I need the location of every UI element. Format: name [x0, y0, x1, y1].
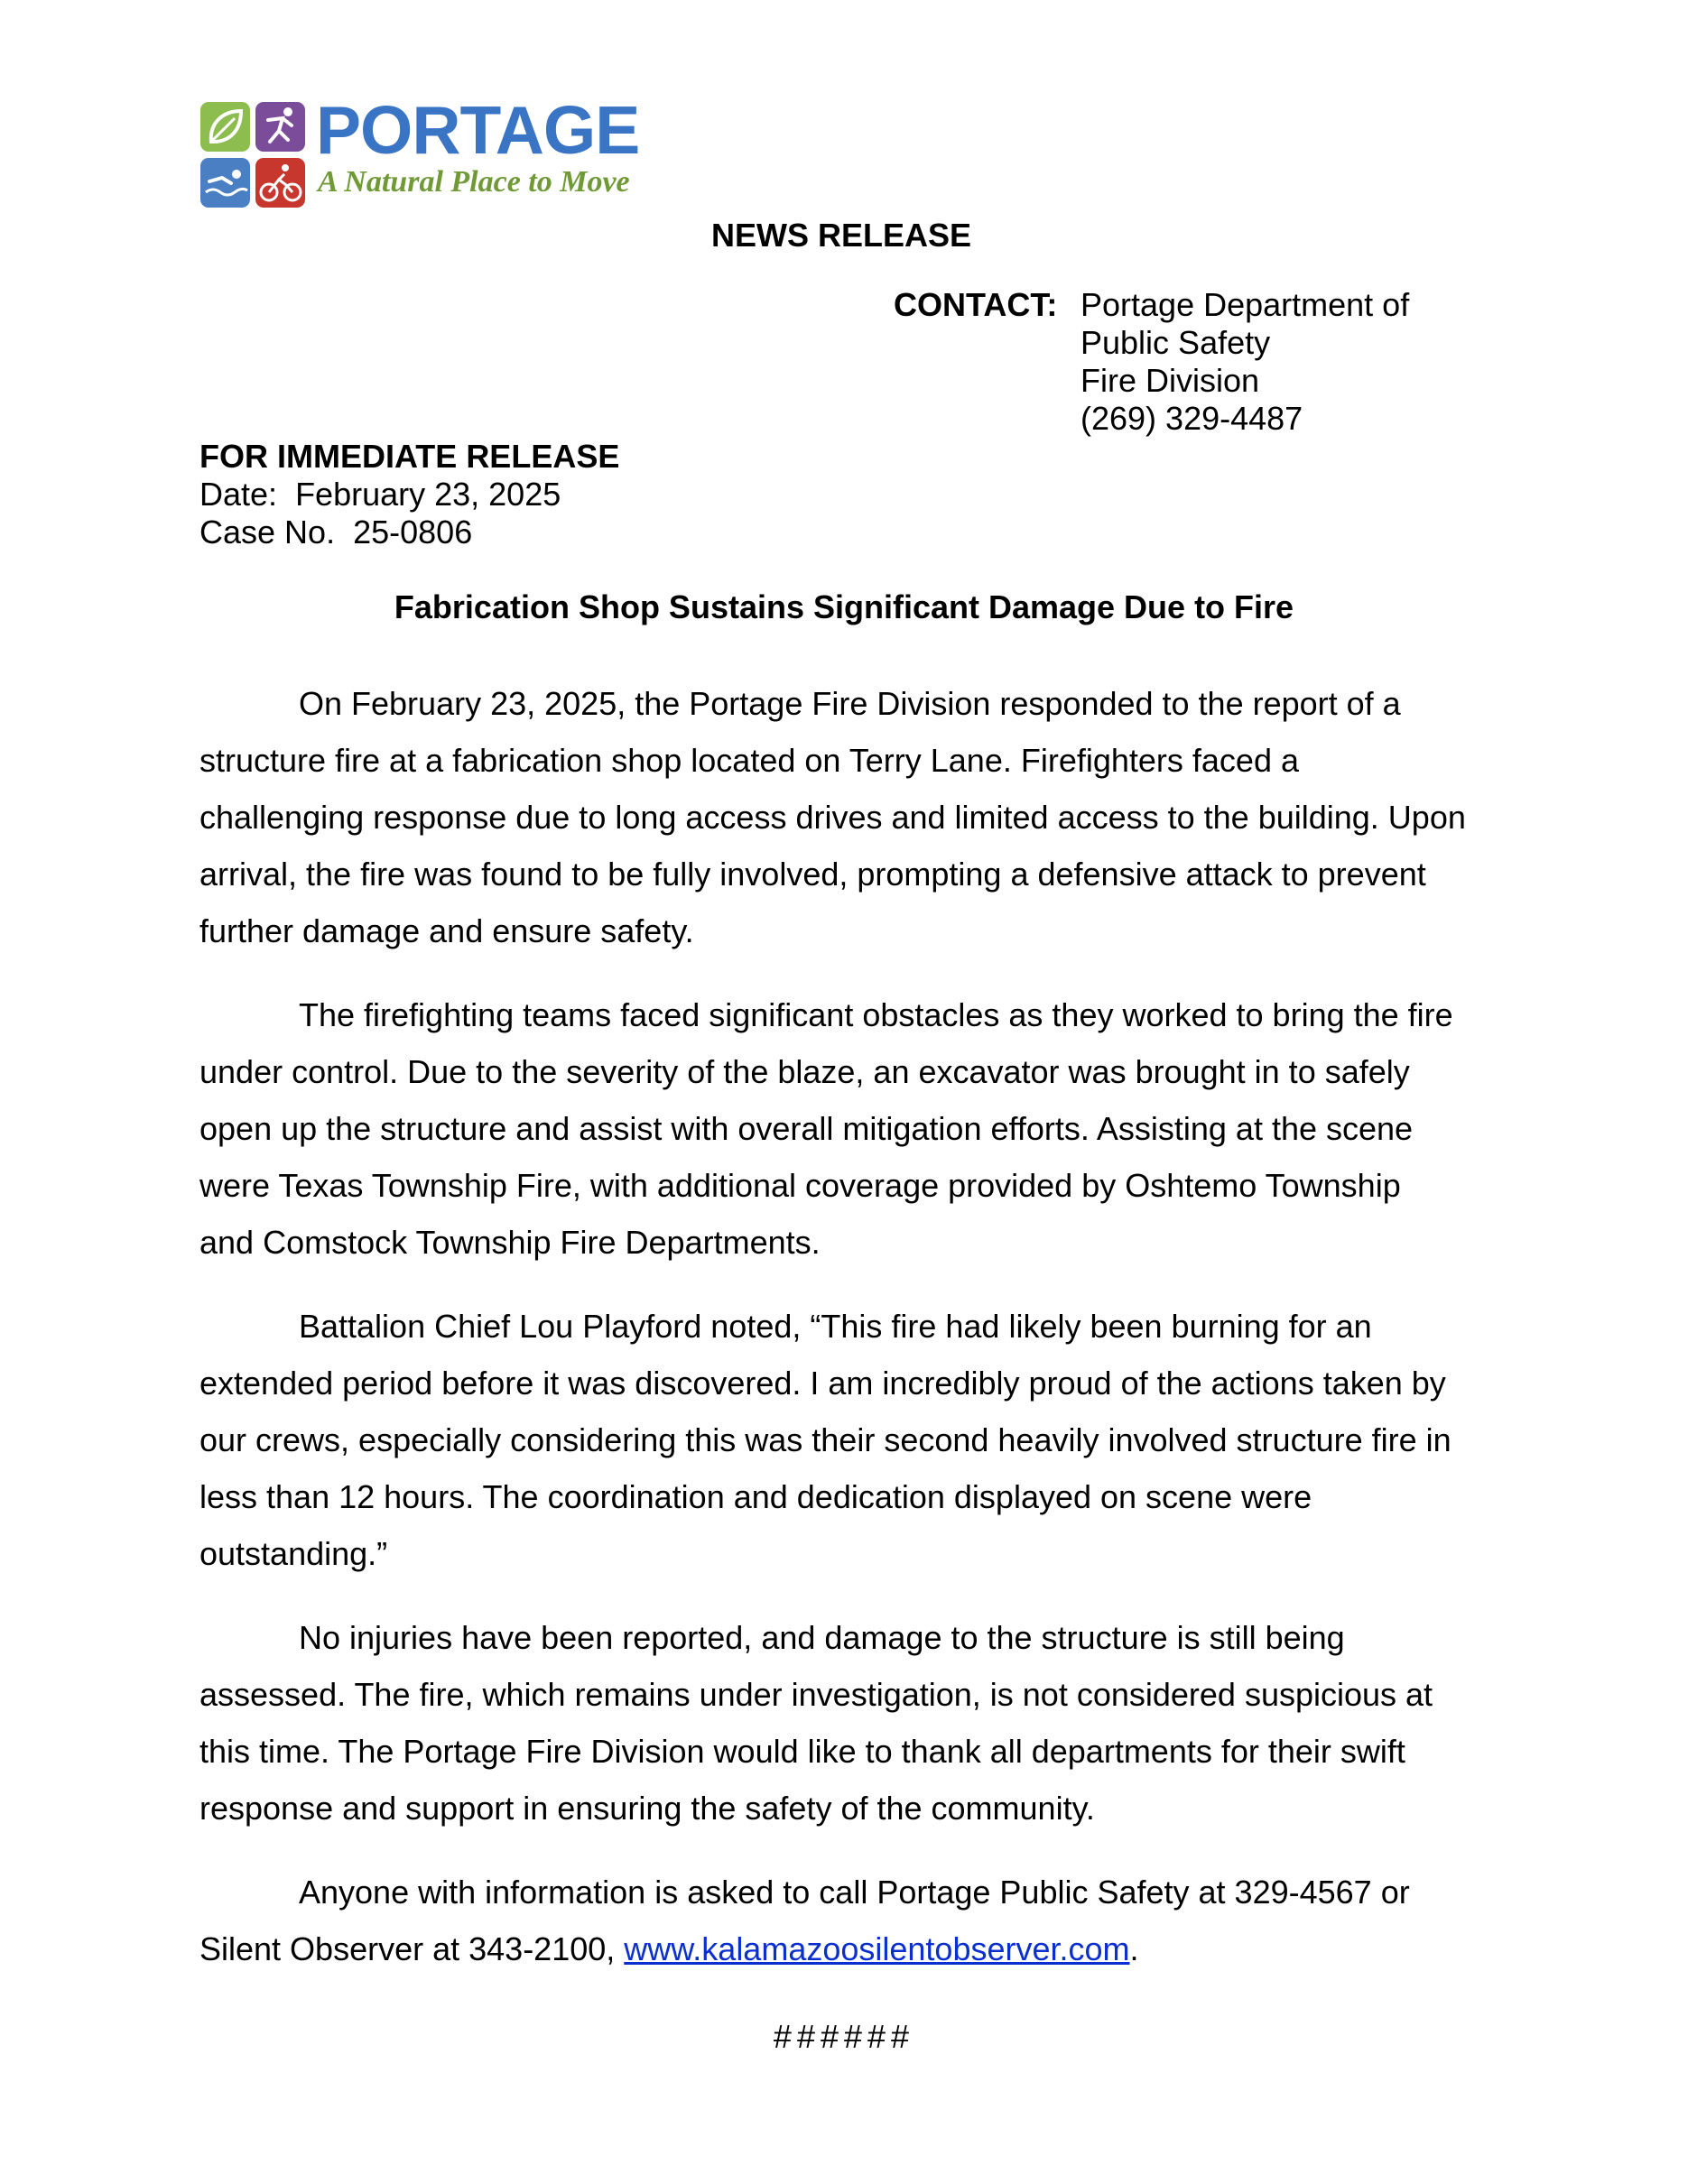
- case-value: 25-0806: [353, 514, 473, 551]
- date-label: Date:: [199, 476, 278, 513]
- paragraph-closing: [199, 1864, 1499, 1977]
- headline: Fabrication Shop Sustains Significant Damage Due to Fire: [394, 588, 1294, 625]
- body-line: Anyone with information is asked to call Portage Public Safety at 329-4567 or: [299, 1874, 1410, 1911]
- body-line: challenging response due to long access drives and limited access to the building. Upon: [199, 799, 1466, 836]
- body-line: less than 12 hours. The coordination and dedication displayed on scene were: [199, 1478, 1312, 1515]
- runner-icon: [255, 102, 305, 152]
- date-row: [199, 476, 619, 514]
- case-row: [199, 514, 619, 551]
- date-value: February 23, 2025: [295, 476, 561, 513]
- swimmer-icon: [200, 158, 250, 208]
- release-meta: [199, 438, 619, 551]
- body-line: response and support in ensuring the safety of the community.: [199, 1790, 1095, 1827]
- contact-block: [1081, 286, 1409, 438]
- body-line: assessed. The fire, which remains under investigation, is not considered suspicious at: [199, 1676, 1433, 1713]
- body-line: [199, 1920, 1499, 1977]
- body-line: outstanding.”: [199, 1535, 388, 1572]
- contact-line: Portage Department of: [1081, 286, 1410, 323]
- contact-line: Public Safety: [1081, 324, 1271, 361]
- paragraph: [199, 1298, 1499, 1582]
- cyclist-icon: [255, 158, 305, 208]
- contact-phone: (269) 329-4487: [1081, 400, 1303, 437]
- release-body: [199, 675, 1499, 2004]
- end-marks: ######: [773, 2018, 915, 2055]
- logo-wordmark: PORTAGE: [316, 92, 640, 168]
- release-title: NEWS RELEASE: [711, 217, 972, 254]
- body-line: our crews, especially considering this was their second heavily involved structure fire in: [199, 1421, 1451, 1458]
- body-line: On February 23, 2025, the Portage Fire Division responded to the report of a: [299, 685, 1401, 722]
- body-line: under control. Due to the severity of the blaze, an excavator was brought in to safely: [199, 1053, 1410, 1090]
- body-line: No injuries have been reported, and damage to the structure is still being: [299, 1619, 1345, 1656]
- closing-prefix: Silent Observer at 343-2100,: [199, 1930, 625, 1967]
- body-line: extended period before it was discovered. I am incredibly proud of the actions taken by: [199, 1365, 1446, 1402]
- body-line: and Comstock Township Fire Departments.: [199, 1224, 821, 1261]
- case-label: Case No.: [199, 514, 336, 551]
- paragraph: [199, 1609, 1499, 1837]
- immediate-release-label: FOR IMMEDIATE RELEASE: [199, 438, 620, 475]
- body-line: arrival, the fire was found to be fully involved, prompting a defensive attack to prevent: [199, 856, 1426, 893]
- body-line: further damage and ensure safety.: [199, 912, 694, 949]
- silent-observer-link[interactable]: www.kalamazoosilentobserver.com: [624, 1930, 1130, 1967]
- body-line: were Texas Township Fire, with additional coverage provided by Oshtemo Township: [199, 1167, 1401, 1204]
- body-line: open up the structure and assist with overall mitigation efforts. Assisting at the scene: [199, 1110, 1414, 1147]
- body-line: Battalion Chief Lou Playford noted, “This fire had likely been burning for an: [299, 1308, 1372, 1345]
- paragraph: [199, 986, 1499, 1271]
- paragraph: [199, 675, 1499, 959]
- body-line: The firefighting teams faced significant obstacles as they worked to bring the fire: [299, 996, 1453, 1033]
- contact-label: CONTACT:: [894, 286, 1058, 323]
- body-line: structure fire at a fabrication shop located on Terry Lane. Firefighters faced a: [199, 742, 1299, 779]
- body-line: this time. The Portage Fire Division would like to thank all departments for their swift: [199, 1733, 1405, 1770]
- logo-tagline: A Natural Place to Move: [318, 165, 630, 199]
- portage-logo: [200, 92, 670, 215]
- leaf-icon: [200, 102, 250, 152]
- closing-suffix: .: [1129, 1930, 1139, 1967]
- contact-line: Fire Division: [1081, 362, 1260, 399]
